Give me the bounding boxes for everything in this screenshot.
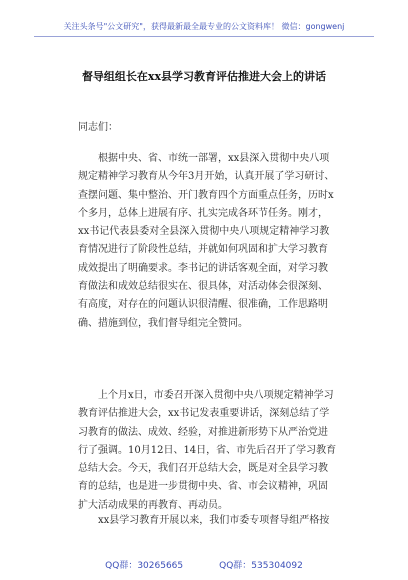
text-line: 育情况进行了阶段性总结，并就如何巩固和扩大学习教育 <box>78 244 328 256</box>
text-line: 行了强调。10月12日、14日，省、市先后召开了学习教育 <box>78 444 337 456</box>
header-divider <box>34 36 374 37</box>
text-line: 有高度，对存在的问题认识很清醒、很准确，工作思路明 <box>78 299 328 311</box>
text-line: xx县学习教育开展以来，我们市委专项督导组严格按 <box>78 515 330 526</box>
text-line: xx书记代表县委对全县深入贯彻中央八项规定精神学习教 <box>78 226 330 238</box>
text-line: 习教育的做法、成效、经验，对推进新形势下从严治党进 <box>78 426 328 438</box>
text-line: 根据中央、省、市统一部署，xx县深入贯彻中央八项 <box>78 153 330 164</box>
text-line: 教育评估推进大会，xx书记发表重要讲话，深刻总结了学 <box>78 408 330 420</box>
text-line: 育做法和成效总结很实在、很具体，对活动体会很深刻、 <box>78 281 328 293</box>
paragraph-2 <box>78 387 348 515</box>
salutation: 同志们： <box>78 122 118 133</box>
footer <box>0 558 408 571</box>
text-line: 规定精神学习教育从今年3月开始，认真开展了学习研讨、 <box>78 171 335 183</box>
text-line: 个多月，总体上进展有序、扎实完成各环节任务。刚才， <box>78 207 328 219</box>
text-line: 总结大会。今天，我们召开总结大会，既是对全县学习教 <box>78 463 328 475</box>
text-line: 扩大活动成果的再教育、再动员。 <box>78 499 228 511</box>
text-line: 上个月x日，市委召开深入贯彻中央八项规定精神学习 <box>78 390 334 401</box>
text-line: 育的总结，也是进一步贯彻中央、省、市会议精神，巩固 <box>78 481 328 493</box>
paragraph-1 <box>78 150 348 333</box>
qq-group-2: QQ群：535304092 <box>219 561 303 571</box>
text-line: 成效提出了明确要求。李书记的讲话客观全面，对学习教 <box>78 262 328 274</box>
header-banner: 关注头条号"公文研究"，获得最新最全最专业的公文资料库！ 微信：gongwenj <box>63 22 345 31</box>
qq-group-1: QQ群：30265665 <box>105 561 184 571</box>
paragraph-3 <box>78 512 348 530</box>
text-line: 确、措施到位，我们督导组完全赞同。 <box>78 317 248 329</box>
text-line: 查摆问题、集中整治、开门教育四个方面重点任务，历时x <box>78 189 334 201</box>
document-title: 督导组组长在xx县学习教育评估推进大会上的讲话 <box>81 70 327 83</box>
